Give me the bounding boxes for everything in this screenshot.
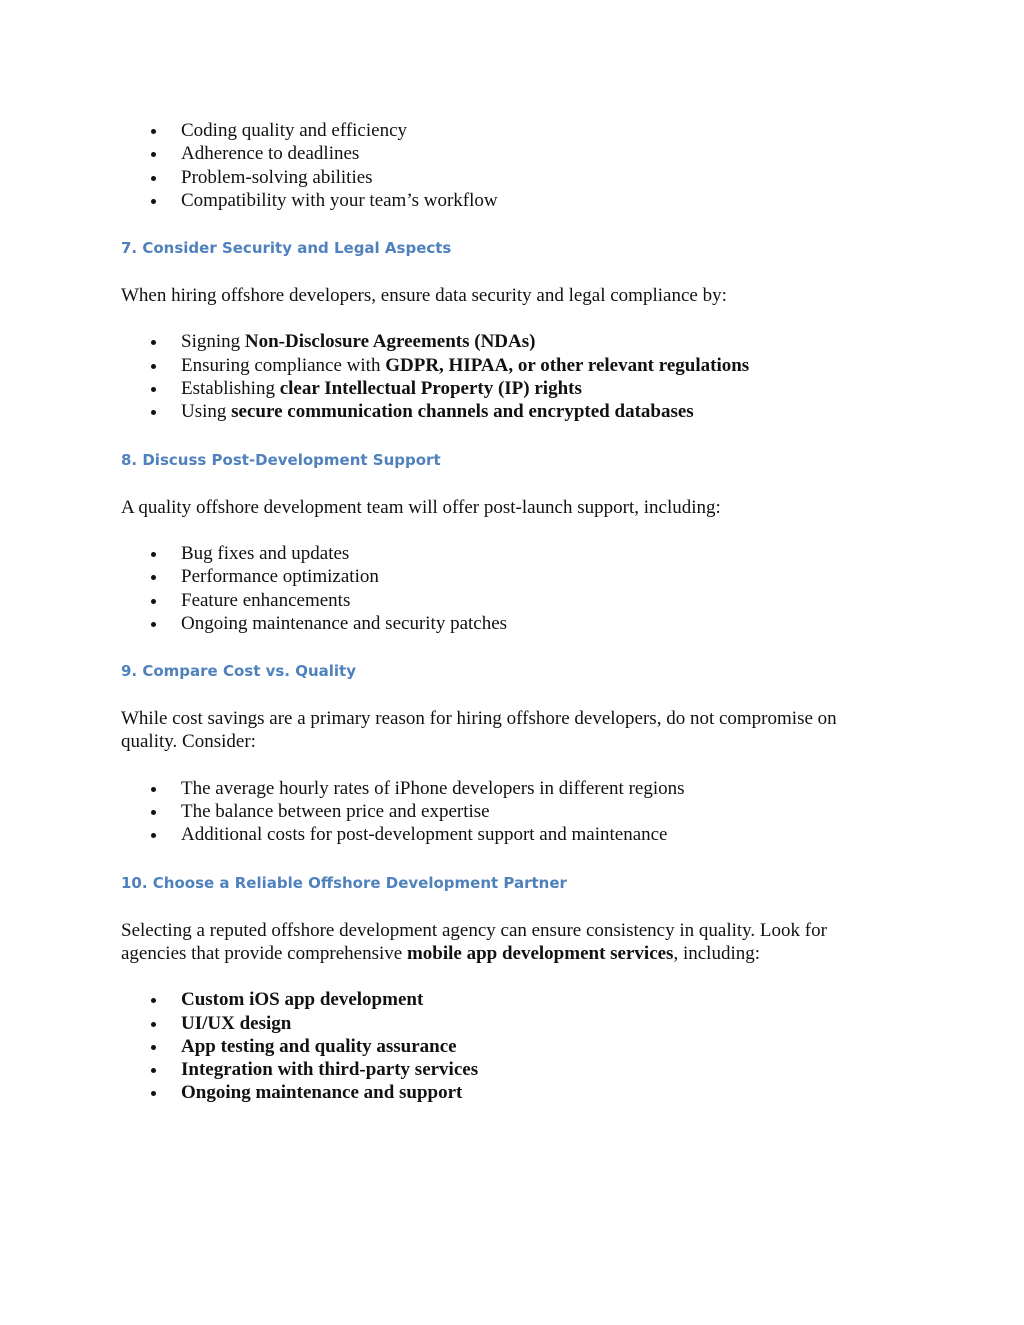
bullet-icon (151, 575, 156, 580)
bullet-icon (151, 1045, 156, 1050)
list-item: Custom iOS app development (121, 988, 891, 1011)
list-item: Bug fixes and updates (121, 542, 891, 565)
section-10-list (121, 988, 891, 1104)
evaluation-criteria-list (121, 119, 891, 212)
bullet-icon (151, 1068, 156, 1073)
bullet-icon (151, 599, 156, 604)
bullet-icon (151, 810, 156, 815)
bullet-icon (151, 387, 156, 392)
list-item: App testing and quality assurance (121, 1035, 891, 1058)
list-item: Additional costs for post-development support and maintenance (121, 823, 891, 846)
section-7-list (121, 330, 891, 423)
bullet-icon (151, 129, 156, 134)
section-9-intro: While cost savings are a primary reason for hiring offshore developers, do not compromise on quality. Consider: (121, 708, 837, 753)
bullet-icon (151, 833, 156, 838)
list-item: Integration with third-party services (121, 1058, 891, 1081)
section-8-intro: A quality offshore development team will offer post-launch support, including: (121, 496, 721, 518)
list-item: Coding quality and efficiency (121, 119, 891, 142)
section-7-heading: 7. Consider Security and Legal Aspects (121, 239, 452, 258)
bullet-icon (151, 152, 156, 157)
list-item: Using secure communication channels and encrypted databases (121, 400, 891, 423)
bullet-icon (151, 410, 156, 415)
document-content (121, 119, 891, 1105)
section-9-list (121, 777, 891, 847)
bullet-icon (151, 176, 156, 181)
bullet-icon (151, 1091, 156, 1096)
bullet-icon (151, 199, 156, 204)
section-8-heading: 8. Discuss Post-Development Support (121, 450, 441, 469)
list-item: Establishing clear Intellectual Property (IP) rights (121, 377, 891, 400)
list-item: Feature enhancements (121, 589, 891, 612)
bullet-icon (151, 787, 156, 792)
section-10-heading: 10. Choose a Reliable Offshore Development Partner (121, 873, 567, 892)
bullet-icon (151, 340, 156, 345)
list-item: The balance between price and expertise (121, 800, 891, 823)
bullet-icon (151, 622, 156, 627)
list-item: UI/UX design (121, 1012, 891, 1035)
list-item: Ongoing maintenance and security patches (121, 612, 891, 635)
bullet-icon (151, 998, 156, 1003)
section-8-list (121, 542, 891, 635)
list-item: Compatibility with your team’s workflow (121, 189, 891, 212)
list-item: Ensuring compliance with GDPR, HIPAA, or other relevant regulations (121, 354, 891, 377)
bullet-icon (151, 552, 156, 557)
list-item: Problem-solving abilities (121, 166, 891, 189)
section-7-intro: When hiring offshore developers, ensure data security and legal compliance by: (121, 285, 727, 307)
list-item: Signing Non-Disclosure Agreements (NDAs) (121, 330, 891, 353)
section-10-intro: Selecting a reputed offshore development agency can ensure consistency in quality. Look for agencies that provide comprehensive mobile app development services, including: (121, 919, 827, 964)
bullet-icon (151, 364, 156, 369)
bullet-icon (151, 1022, 156, 1027)
list-item: Adherence to deadlines (121, 142, 891, 165)
list-item: Performance optimization (121, 565, 891, 588)
section-9-heading: 9. Compare Cost vs. Quality (121, 662, 356, 681)
list-item: The average hourly rates of iPhone developers in different regions (121, 777, 891, 800)
list-item: Ongoing maintenance and support (121, 1081, 891, 1104)
